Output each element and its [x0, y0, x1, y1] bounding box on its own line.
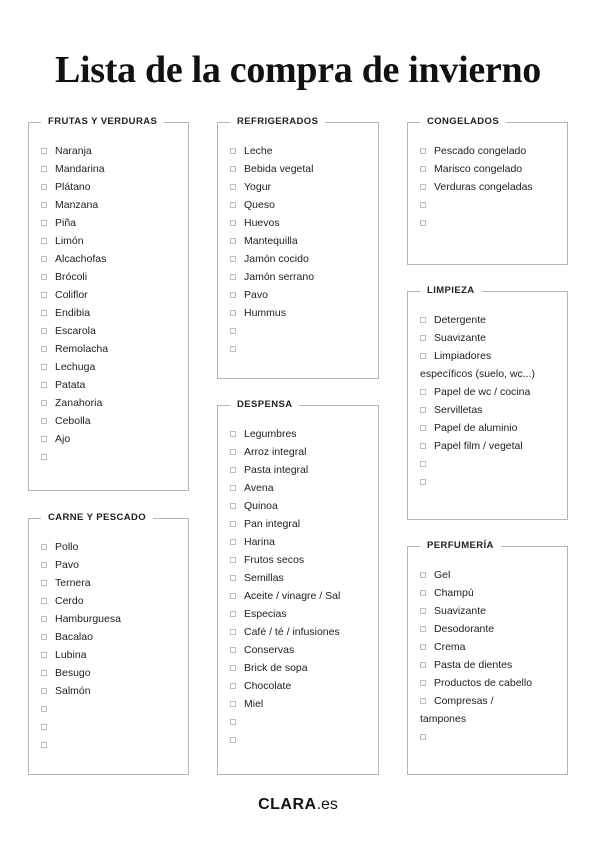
- checkbox[interactable]: [41, 202, 47, 208]
- item-label: Avena: [244, 482, 274, 494]
- checkbox[interactable]: [420, 461, 426, 467]
- checkbox[interactable]: [230, 328, 236, 334]
- item-label: Lubina: [55, 649, 87, 661]
- list-item: [41, 556, 184, 574]
- checkbox[interactable]: [41, 706, 47, 712]
- checkbox[interactable]: [41, 310, 47, 316]
- list-item: [41, 250, 184, 268]
- item-label: Legumbres: [244, 428, 297, 440]
- list-item: [230, 569, 374, 587]
- list-item: [41, 322, 184, 340]
- checkbox[interactable]: [230, 719, 236, 725]
- item-label: Cebolla: [55, 415, 91, 427]
- item-label: Queso: [244, 199, 275, 211]
- checkbox[interactable]: [230, 166, 236, 172]
- list-item: [420, 178, 563, 196]
- list-item: [230, 497, 374, 515]
- page-title: Lista de la compra de invierno: [54, 49, 542, 91]
- item-label: Crema: [434, 641, 466, 653]
- item-label: Hamburguesa: [55, 613, 121, 625]
- section-perfumeria: [407, 540, 568, 775]
- item-label: Hummus: [244, 307, 287, 319]
- checkbox[interactable]: [420, 184, 426, 190]
- list-item: [420, 347, 563, 365]
- checkbox[interactable]: [41, 364, 47, 370]
- list-item: [41, 142, 184, 160]
- checkbox[interactable]: [41, 166, 47, 172]
- list-item: [41, 214, 184, 232]
- list-item: [420, 710, 563, 728]
- section-despensa: [217, 399, 379, 775]
- item-label: Endibia: [55, 307, 91, 319]
- section-heading: FRUTAS Y VERDURAS: [41, 115, 164, 129]
- checkbox[interactable]: [41, 652, 47, 658]
- item-label: Limón: [55, 235, 84, 247]
- item-label: Papel de wc / cocina: [434, 386, 531, 398]
- list-item: [41, 718, 184, 736]
- item-label: Desodorante: [434, 623, 495, 635]
- checkbox[interactable]: [41, 328, 47, 334]
- list-item: [230, 659, 374, 677]
- checkbox[interactable]: [230, 431, 236, 437]
- list-item: [420, 473, 563, 491]
- list-item: [230, 641, 374, 659]
- checkbox[interactable]: [420, 425, 426, 431]
- list-item: [420, 142, 563, 160]
- checkbox[interactable]: [230, 611, 236, 617]
- checkbox[interactable]: [230, 647, 236, 653]
- checkbox[interactable]: [420, 202, 426, 208]
- list-item: [420, 419, 563, 437]
- checkbox[interactable]: [230, 503, 236, 509]
- checkbox[interactable]: [230, 449, 236, 455]
- item-label: Miel: [244, 698, 264, 710]
- checklist: [41, 538, 184, 754]
- item-label: Frutos secos: [244, 554, 305, 566]
- list-item: [41, 286, 184, 304]
- list-item: [420, 401, 563, 419]
- list-item: [230, 425, 374, 443]
- checkbox[interactable]: [41, 292, 47, 298]
- list-item: [230, 250, 374, 268]
- list-item: [230, 268, 374, 286]
- list-item: [41, 376, 184, 394]
- list-item: [41, 340, 184, 358]
- checkbox[interactable]: [420, 148, 426, 154]
- item-label: Mantequilla: [244, 235, 298, 247]
- checkbox[interactable]: [230, 256, 236, 262]
- item-label: Yogur: [244, 181, 272, 193]
- item-label: Pan integral: [244, 518, 301, 530]
- list-item: [230, 178, 374, 196]
- checkbox[interactable]: [230, 467, 236, 473]
- checkbox[interactable]: [41, 274, 47, 280]
- list-item: [41, 664, 184, 682]
- item-label: Productos de cabello: [434, 677, 533, 689]
- list-item: [41, 178, 184, 196]
- list-item: [230, 623, 374, 641]
- list-item: [230, 160, 374, 178]
- item-label: Jamón cocido: [244, 253, 309, 265]
- checkbox[interactable]: [41, 400, 47, 406]
- item-label: Papel de aluminio: [434, 422, 518, 434]
- checklist: [230, 425, 374, 749]
- checkbox[interactable]: [420, 353, 426, 359]
- list-item: [230, 443, 374, 461]
- item-label: Pasta integral: [244, 464, 309, 476]
- item-label: Mandarina: [55, 163, 105, 175]
- checkbox[interactable]: [230, 539, 236, 545]
- checkbox[interactable]: [420, 220, 426, 226]
- checkbox[interactable]: [41, 742, 47, 748]
- section-carne-y-pescado: [28, 512, 189, 775]
- checkbox[interactable]: [41, 670, 47, 676]
- item-label: Limpiadores: [434, 350, 492, 362]
- item-label: Zanahoria: [55, 397, 103, 409]
- list-item: [41, 412, 184, 430]
- list-item: [230, 340, 374, 358]
- list-item: [230, 232, 374, 250]
- checkbox[interactable]: [420, 443, 426, 449]
- item-label: tampones: [420, 713, 467, 725]
- list-item: [41, 574, 184, 592]
- list-item: [41, 358, 184, 376]
- list-item: [230, 713, 374, 731]
- list-item: [41, 538, 184, 556]
- checkbox[interactable]: [41, 346, 47, 352]
- item-label: Semillas: [244, 572, 284, 584]
- list-item: [230, 551, 374, 569]
- item-label: Detergente: [434, 314, 486, 326]
- list-item: [41, 610, 184, 628]
- list-item: [420, 455, 563, 473]
- checkbox[interactable]: [420, 407, 426, 413]
- item-label: Alcachofas: [55, 253, 107, 265]
- checklist: [230, 142, 374, 358]
- checkbox[interactable]: [41, 616, 47, 622]
- item-label: Servilletas: [434, 404, 483, 416]
- item-label: Salmón: [55, 685, 91, 697]
- list-item: [420, 728, 563, 746]
- item-label: Quinoa: [244, 500, 278, 512]
- checkbox[interactable]: [420, 389, 426, 395]
- checkbox[interactable]: [420, 734, 426, 740]
- checkbox[interactable]: [420, 662, 426, 668]
- item-label: Brick de sopa: [244, 662, 308, 674]
- footer-logo: [0, 796, 596, 814]
- checkbox[interactable]: [230, 346, 236, 352]
- list-item: [420, 160, 563, 178]
- item-label: Gel: [434, 569, 451, 581]
- list-item: [230, 605, 374, 623]
- checkbox[interactable]: [230, 665, 236, 671]
- section-heading: PERFUMERÍA: [420, 539, 501, 553]
- list-item: [41, 196, 184, 214]
- item-label: específicos (suelo, wc...): [420, 368, 535, 380]
- list-item: [230, 533, 374, 551]
- checkbox[interactable]: [230, 485, 236, 491]
- checkbox[interactable]: [420, 479, 426, 485]
- list-item: [230, 142, 374, 160]
- brand-name: CLARA: [258, 796, 317, 813]
- checklist: [420, 566, 563, 746]
- section-frutas-y-verduras: [28, 116, 189, 491]
- list-item: [230, 304, 374, 322]
- checkbox[interactable]: [420, 644, 426, 650]
- item-label: Remolacha: [55, 343, 109, 355]
- checkbox[interactable]: [41, 436, 47, 442]
- list-item: [41, 268, 184, 286]
- item-label: Brócoli: [55, 271, 88, 283]
- item-label: Besugo: [55, 667, 91, 679]
- checkbox[interactable]: [41, 544, 47, 550]
- checkbox[interactable]: [420, 572, 426, 578]
- item-label: Pavo: [55, 559, 79, 571]
- list-item: [420, 584, 563, 602]
- section-heading: CARNE Y PESCADO: [41, 511, 153, 525]
- checkbox[interactable]: [230, 557, 236, 563]
- list-item: [41, 160, 184, 178]
- section-heading: CONGELADOS: [420, 115, 506, 129]
- item-label: Coliflor: [55, 289, 88, 301]
- list-item: [420, 311, 563, 329]
- checkbox[interactable]: [230, 701, 236, 707]
- checkbox[interactable]: [41, 238, 47, 244]
- checklist: [420, 311, 563, 491]
- checkbox[interactable]: [230, 292, 236, 298]
- list-item: [420, 638, 563, 656]
- list-item: [41, 592, 184, 610]
- list-item: [230, 461, 374, 479]
- list-item: [420, 620, 563, 638]
- list-item: [420, 329, 563, 347]
- list-item: [41, 628, 184, 646]
- list-item: [230, 515, 374, 533]
- list-item: [230, 677, 374, 695]
- checkbox[interactable]: [230, 737, 236, 743]
- list-item: [230, 731, 374, 749]
- checkbox[interactable]: [230, 521, 236, 527]
- list-item: [230, 479, 374, 497]
- item-label: Bacalao: [55, 631, 93, 643]
- checkbox[interactable]: [230, 274, 236, 280]
- checkbox[interactable]: [230, 202, 236, 208]
- list-item: [420, 602, 563, 620]
- item-label: Manzana: [55, 199, 99, 211]
- list-item: [420, 566, 563, 584]
- checkbox[interactable]: [41, 184, 47, 190]
- list-item: [41, 232, 184, 250]
- checkbox[interactable]: [230, 220, 236, 226]
- item-label: Plátano: [55, 181, 91, 193]
- checkbox[interactable]: [230, 683, 236, 689]
- checkbox[interactable]: [41, 418, 47, 424]
- checkbox[interactable]: [41, 688, 47, 694]
- item-label: Lechuga: [55, 361, 96, 373]
- section-heading: REFRIGERADOS: [230, 115, 325, 129]
- list-item: [230, 196, 374, 214]
- checkbox[interactable]: [230, 238, 236, 244]
- checkbox[interactable]: [230, 148, 236, 154]
- section-heading: LIMPIEZA: [420, 284, 482, 298]
- list-item: [41, 448, 184, 466]
- checkbox[interactable]: [420, 608, 426, 614]
- checkbox[interactable]: [41, 634, 47, 640]
- checkbox[interactable]: [41, 562, 47, 568]
- checklist: [41, 142, 184, 466]
- list-item: [420, 196, 563, 214]
- item-label: Bebida vegetal: [244, 163, 314, 175]
- item-label: Verduras congeladas: [434, 181, 533, 193]
- item-label: Ternera: [55, 577, 91, 589]
- list-item: [420, 383, 563, 401]
- list-item: [41, 430, 184, 448]
- checkbox[interactable]: [420, 166, 426, 172]
- item-label: Leche: [244, 145, 273, 157]
- section-heading: DESPENSA: [230, 398, 299, 412]
- item-label: Champú: [434, 587, 474, 599]
- checkbox[interactable]: [41, 220, 47, 226]
- checkbox[interactable]: [41, 256, 47, 262]
- list-item: [41, 736, 184, 754]
- checkbox[interactable]: [41, 382, 47, 388]
- item-label: Papel film / vegetal: [434, 440, 523, 452]
- item-label: Pavo: [244, 289, 268, 301]
- section-congelados: [407, 116, 568, 265]
- checkbox[interactable]: [41, 148, 47, 154]
- item-label: Suavizante: [434, 605, 486, 617]
- item-label: Marisco congelado: [434, 163, 523, 175]
- item-label: Huevos: [244, 217, 280, 229]
- list-item: [420, 674, 563, 692]
- list-item: [230, 286, 374, 304]
- checkbox[interactable]: [230, 629, 236, 635]
- item-label: Arroz integral: [244, 446, 307, 458]
- checkbox[interactable]: [230, 593, 236, 599]
- list-item: [230, 695, 374, 713]
- list-item: [230, 322, 374, 340]
- item-label: Pescado congelado: [434, 145, 527, 157]
- item-label: Escarola: [55, 325, 96, 337]
- list-item: [41, 304, 184, 322]
- brand-domain: .es: [316, 796, 338, 813]
- checkbox[interactable]: [420, 590, 426, 596]
- checkbox[interactable]: [230, 310, 236, 316]
- list-item: [230, 214, 374, 232]
- checkbox[interactable]: [230, 184, 236, 190]
- list-item: [41, 700, 184, 718]
- list-item: [230, 587, 374, 605]
- list-item: [420, 656, 563, 674]
- list-item: [41, 394, 184, 412]
- item-label: Jamón serrano: [244, 271, 315, 283]
- checkbox[interactable]: [41, 580, 47, 586]
- list-item: [420, 437, 563, 455]
- checkbox[interactable]: [41, 598, 47, 604]
- list-item: [420, 365, 563, 383]
- checkbox[interactable]: [420, 335, 426, 341]
- item-label: Compresas /: [434, 695, 494, 707]
- checklist: [420, 142, 563, 232]
- item-label: Pollo: [55, 541, 79, 553]
- checkbox[interactable]: [41, 724, 47, 730]
- list-item: [420, 692, 563, 710]
- checkbox[interactable]: [230, 575, 236, 581]
- item-label: Cerdo: [55, 595, 84, 607]
- item-label: Suavizante: [434, 332, 486, 344]
- list-item: [41, 646, 184, 664]
- item-label: Harina: [244, 536, 275, 548]
- item-label: Piña: [55, 217, 77, 229]
- checkbox[interactable]: [420, 680, 426, 686]
- item-label: Café / té / infusiones: [244, 626, 340, 638]
- checkbox[interactable]: [420, 698, 426, 704]
- section-limpieza: [407, 285, 568, 520]
- item-label: Pasta de dientes: [434, 659, 513, 671]
- item-label: Especias: [244, 608, 287, 620]
- item-label: Naranja: [55, 145, 92, 157]
- item-label: Patata: [55, 379, 86, 391]
- item-label: Conservas: [244, 644, 295, 656]
- item-label: Aceite / vinagre / Sal: [244, 590, 341, 602]
- list-item: [41, 682, 184, 700]
- item-label: Ajo: [55, 433, 71, 445]
- checkbox[interactable]: [420, 317, 426, 323]
- list-item: [420, 214, 563, 232]
- checkbox[interactable]: [420, 626, 426, 632]
- section-refrigerados: [217, 116, 379, 379]
- checkbox[interactable]: [41, 454, 47, 460]
- item-label: Chocolate: [244, 680, 292, 692]
